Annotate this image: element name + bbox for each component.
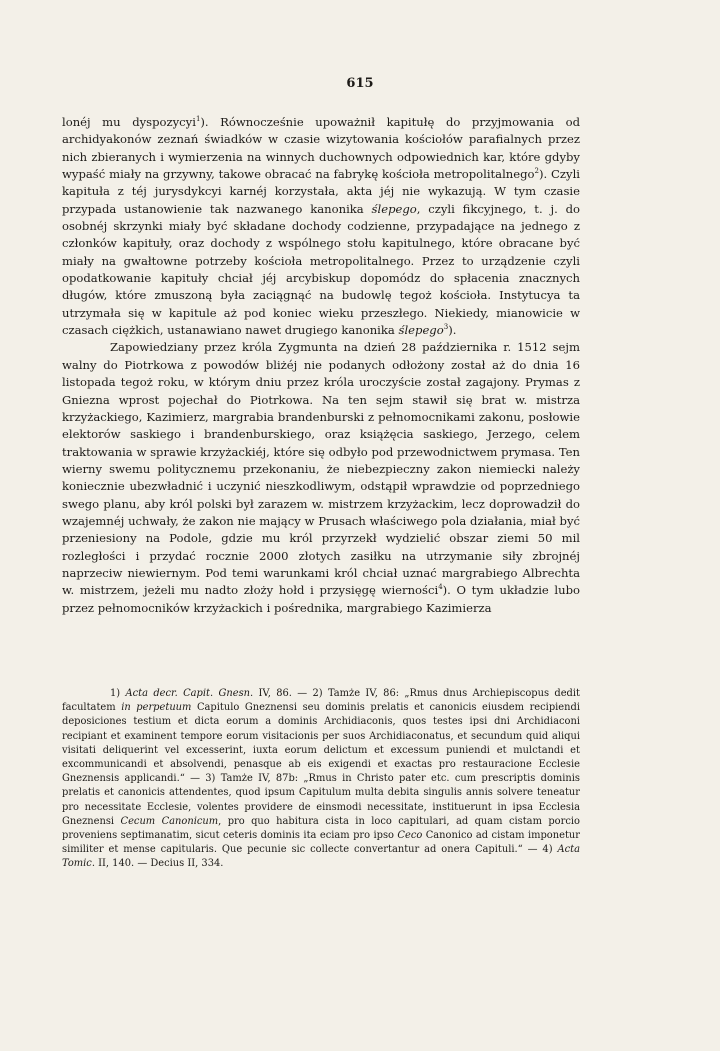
text-run: Zapowiedziany przez króla Zygmunta na dzień 28 października r. 1512 sejm walny do Piotrkowa z powodów bliżéj nie podanych odłożony został aż do dnia 16 listopada tegoż roku, w którym dniu przez króla uroczyście został zagajony. Prymas z Gniezna wprost pojechał do Piotrkowa. Na ten sejm stawił się brat w. mistrza krzyżackiego, Kazimierz, margrabia brandenburski z pełnomocnikami zakonu, posłowie elektorów saskiego i brandenburskiego, oraz książęcia saskiego, Jerzego, celem traktowania w sprawie krzyżackiéj, które się odbyło pod przewodnictwem prymasa. Ten wierny swemu politycznemu przekonaniu, że niebezpieczny zakon niemiecki należy koniecznie ubezwładnić i uczynić nieszkodliwym, odstąpił wprawdzie od poprzedniego swego planu, aby król polski był zarazem w. mistrzem krzyżackim, lecz doprowadził do wzajemnéj uchwały, że zakon nie mający w Prusach właściwego pola działania, miał być przeniesiony na Podole, gdzie mu król przyrzekł wydzielić obszar ziemi 50 mil rozległości i przydać rocznie 2000 złotych zasiłku na utrzymanie siły zbrojnéj naprzeciw niewiernym. Pod temi warunkami król chciał uznać margrabiego Albrechta w. mistrzem, jeżeli mu nadto złoży hołd i przysięgę wierności — [62, 340, 580, 598]
footnotes — [62, 687, 580, 872]
text-run: ). Czyli kapituła z téj jurysdykcyi karnéj korzystała, akta jéj nie wykazują. W tym czasie przypada ustanowienie tak nazwanego kanonika — [62, 167, 580, 216]
italic-text: Acta Tomic. — [62, 844, 580, 870]
text-run: , czyli fikcyjnego, t. j. do osobnéj skrzynki miały być składane dochody codzienne, przypadające na jednego z członków kapituły, oraz dochody z wspólnego stołu kapitulnego, które obracane być miały na gwałtowne potrzeby kościoła metropolitalnego. Przez to urządzenie czyli opodatkowanie kapituły chciał jéj arcybiskup dopomódz do spłacenia znacznych długów, które zmuszoną była zaciągnąć na budowlę tegoż kościoła. Instytucya ta utrzymała się w kapitule aż pod koniec wieku przeszłego. Niekiedy, mianowicie w czasach ciężkich, ustanawiano nawet drugiego kanonika — [62, 201, 580, 338]
text-run: , pro quo habitura cista in loco capitulari, ad quam cistam porcio proveniens septimanatim, sicut ceteris dominis ita eciam pro ipso — [62, 815, 580, 842]
text-run: II, 140. — Decius II, 334. — [94, 858, 224, 870]
page-number: 615 — [346, 76, 374, 91]
paragraph-1 — [62, 114, 580, 339]
text-run: IV, 86. — 2) Tamże IV, 86: „Rmus dnus Archiepiscopus dedit facultatem — [62, 688, 580, 714]
footnote-marker: 3 — [443, 323, 449, 332]
text-run: lonéj mu dyspozycyi — [62, 115, 196, 129]
text-run: 1) — [110, 688, 126, 699]
paragraph-2 — [62, 339, 580, 617]
footnote-block — [62, 687, 580, 872]
italic-text: ślepego — [371, 201, 417, 216]
italic-text: ślepego — [398, 323, 444, 338]
text-run: Canonico ad cistam imponetur similiter et mense capitularis. Que pecunie sic collecte convertantur ad onera Capituli.“ — 4) — [62, 830, 580, 856]
italic-text: Acta decr. Capit. Gnesn. — [125, 688, 254, 699]
footnote-marker: 4 — [438, 583, 443, 592]
text-run: ). Równocześnie upoważnił kapitułę do przyjmowania od archidyakonów zeznań świadków w czasie wizytowania kościołów parafialnych przez nich zbieranych i wymierzenia na winnych duchownych odpowiednich kar, które gdyby wypaść miały na grzywny, takowe obracać na fabrykę kościoła metropolitalnego — [62, 115, 580, 182]
italic-text: in perpetuum — [121, 702, 192, 714]
italic-text: Ceco — [397, 830, 423, 842]
italic-text: Cecum Canonicum — [120, 815, 219, 827]
text-run: Capitulo Gneznensi seu dominis prelatis et canonicis eiusdem recipiendi deposiciones testium et dicta eorum a dominis Archidiaconis, quos testes ipsi dni Archidiaconi recipiant et examinent tempore eorum visitacionis per suos Archidiaconatus, et secundum quid aliqui visitati deliquerint vel excesserint, iuxta eorum delictum et excessum puniendi et mulctandi et excommunicandi et absolvendi, penasque ab eis exigendi et exactas pro restauracione Ecclesie Gneznensis applicandi.“ — 3) Tamże IV, 87b: „Rmus in Christo pater etc. cum prescriptis dominis prelatis et canonicis attendentes, quod ipsum Capitulum multa debita singulis annis solvere teneatur pro necessitate Ecclesie, volentes providere de einsmodi necessitate, instituerunt in ipsa Ecclesia Gneznensi — [62, 702, 580, 827]
text-run: ). — [448, 323, 457, 338]
text-run: ). O tym układzie lubo przez pełnomocników krzyżackich i pośrednika, margrabiego Kazimierza — [62, 583, 580, 615]
footnote-marker: 1 — [195, 115, 201, 124]
body-text — [62, 114, 580, 617]
footnote-marker: 2 — [534, 167, 539, 176]
